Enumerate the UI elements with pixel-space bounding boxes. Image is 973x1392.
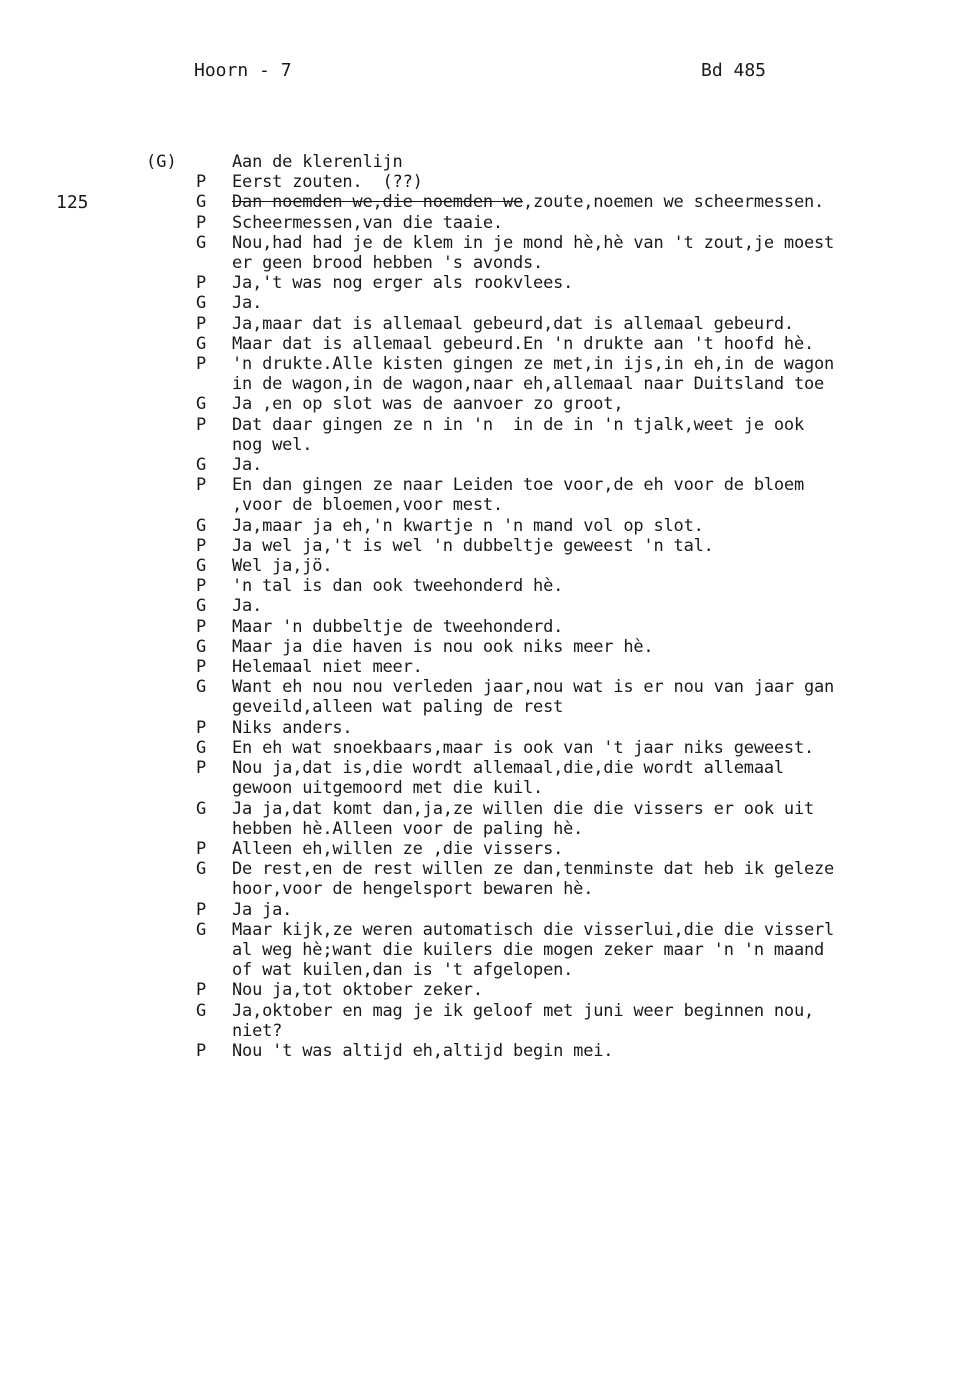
transcript-line bbox=[140, 293, 970, 313]
speaker-label: P bbox=[196, 899, 207, 920]
line-text: Maar dat is allemaal gebeurd.En 'n drukte aan 't hoofd hè. bbox=[232, 333, 815, 354]
line-text: geveild,alleen wat paling de rest bbox=[232, 697, 564, 718]
utterance-text bbox=[232, 920, 834, 940]
utterance-text bbox=[232, 475, 804, 495]
speaker-label: P bbox=[196, 838, 207, 859]
struck-text: Dan noemden we,die noemden we bbox=[232, 192, 524, 213]
transcript-line bbox=[140, 738, 970, 758]
transcript-line bbox=[140, 617, 970, 637]
transcript-line bbox=[140, 799, 970, 819]
line-text: er geen brood hebben 's avonds. bbox=[232, 253, 544, 274]
transcript-line bbox=[140, 819, 970, 839]
speaker-label: P bbox=[196, 717, 207, 738]
utterance-text bbox=[232, 172, 423, 192]
line-text: Ja,'t was nog erger als rookvlees. bbox=[232, 273, 574, 294]
speaker-label: G bbox=[196, 798, 207, 819]
speaker-label: P bbox=[196, 1040, 207, 1061]
line-text: Ja. bbox=[232, 293, 263, 314]
line-text: Helemaal niet meer. bbox=[232, 657, 423, 678]
line-text: Ja,oktober en mag je ik geloof met juni weer beginnen nou, bbox=[232, 1000, 815, 1021]
line-text: Ja. bbox=[232, 455, 263, 476]
margin-line-number: 125 bbox=[56, 192, 89, 213]
utterance-text bbox=[232, 697, 563, 717]
utterance-text bbox=[232, 637, 653, 657]
line-text: Ja ja,dat komt dan,ja,ze willen die die vissers er ook uit bbox=[232, 798, 815, 819]
speaker-label: P bbox=[196, 475, 207, 496]
transcript-line bbox=[140, 273, 970, 293]
line-text: Wel ja,jö. bbox=[232, 556, 333, 577]
utterance-text bbox=[232, 394, 623, 414]
utterance-text bbox=[232, 940, 824, 960]
line-text: of wat kuilen,dan is 't afgelopen. bbox=[232, 960, 574, 981]
line-text: niet? bbox=[232, 1020, 283, 1041]
line-text: Eerst zouten. (??) bbox=[232, 172, 423, 193]
transcript-line bbox=[140, 920, 970, 940]
utterance-text bbox=[232, 960, 573, 980]
line-text: gewoon uitgemoord met die kuil. bbox=[232, 778, 544, 799]
utterance-text bbox=[232, 435, 312, 455]
utterance-text bbox=[232, 900, 292, 920]
transcript-line bbox=[140, 475, 970, 495]
transcript-line bbox=[140, 354, 970, 374]
transcript-line bbox=[140, 152, 970, 172]
transcript-line bbox=[140, 637, 970, 657]
header-location: Hoorn - 7 bbox=[194, 60, 292, 81]
transcript-line bbox=[140, 940, 970, 960]
line-text: Aan de klerenlijn bbox=[232, 152, 403, 172]
line-text: Maar 'n dubbeltje de tweehonderd. bbox=[232, 616, 564, 637]
line-text: En dan gingen ze naar Leiden toe voor,de eh voor de bloem bbox=[232, 475, 804, 496]
transcript-line bbox=[140, 253, 970, 273]
speaker-label: G bbox=[196, 192, 207, 213]
transcript-line bbox=[140, 394, 970, 414]
utterance-text bbox=[232, 799, 814, 819]
utterance-text bbox=[232, 556, 332, 576]
speaker-label: G bbox=[196, 333, 207, 354]
utterance-text bbox=[232, 617, 563, 637]
line-text: Alleen eh,willen ze ,die vissers. bbox=[232, 838, 564, 859]
transcript-line bbox=[140, 516, 970, 536]
utterance-text bbox=[232, 576, 563, 596]
line-text: Ja. bbox=[232, 596, 263, 617]
line-text: Nou ja,tot oktober zeker. bbox=[232, 980, 483, 1001]
speaker-label: G bbox=[196, 1000, 207, 1021]
transcript-line bbox=[140, 657, 970, 677]
line-text: Want eh nou nou verleden jaar,nou wat is er nou van jaar gan bbox=[232, 677, 835, 698]
transcript-line bbox=[140, 1001, 970, 1021]
speaker-label: G bbox=[196, 636, 207, 657]
transcript-line bbox=[140, 213, 970, 233]
transcript-line bbox=[140, 334, 970, 354]
utterance-text bbox=[232, 657, 423, 677]
transcript-line bbox=[140, 960, 970, 980]
line-text: Maar kijk,ze weren automatisch die visserlui,die die visserl bbox=[232, 919, 835, 940]
line-text: Ja ,en op slot was de aanvoer zo groot, bbox=[232, 394, 624, 415]
utterance-text bbox=[232, 1021, 282, 1041]
line-text: Ja,maar ja eh,'n kwartje n 'n mand vol op slot. bbox=[232, 515, 704, 536]
line-text: Nou 't was altijd eh,altijd begin mei. bbox=[232, 1040, 614, 1061]
line-text: Nou,had had je de klem in je mond hè,hè van 't zout,je moest bbox=[232, 232, 835, 253]
line-text: ,zoute,noemen we scheermessen. bbox=[523, 192, 825, 213]
transcript-line bbox=[140, 495, 970, 515]
utterance-text bbox=[232, 314, 794, 334]
line-text: hoor,voor de hengelsport bewaren hè. bbox=[232, 879, 594, 900]
utterance-text bbox=[232, 980, 483, 1000]
line-text: al weg hè;want die kuilers die mogen zeker maar 'n 'n maand bbox=[232, 939, 825, 960]
speaker-label: G bbox=[196, 455, 207, 476]
line-text: Ja ja. bbox=[232, 899, 293, 920]
transcript-line bbox=[140, 758, 970, 778]
speaker-label: G bbox=[196, 737, 207, 758]
speaker-label: P bbox=[196, 172, 207, 193]
utterance-text bbox=[232, 839, 563, 859]
utterance-text bbox=[232, 778, 543, 798]
line-text: De rest,en de rest willen ze dan,tenminste dat heb ik geleze bbox=[232, 859, 835, 880]
transcript-line bbox=[140, 374, 970, 394]
transcript-line bbox=[140, 778, 970, 798]
line-text: in de wagon,in de wagon,naar eh,allemaal naar Duitsland toe bbox=[232, 374, 825, 395]
speaker-label: P bbox=[196, 414, 207, 435]
speaker-label: P bbox=[196, 657, 207, 678]
line-text: Dat daar gingen ze n in 'n in de in 'n tjalk,weet je ook bbox=[232, 414, 804, 435]
line-text: En eh wat snoekbaars,maar is ook van 't jaar niks geweest. bbox=[232, 737, 815, 758]
utterance-text bbox=[232, 273, 573, 293]
utterance-text bbox=[232, 495, 503, 515]
utterance-text bbox=[232, 516, 704, 536]
speaker-label: G bbox=[196, 859, 207, 880]
transcript-line bbox=[140, 879, 970, 899]
transcript-line bbox=[140, 314, 970, 334]
line-text: Maar ja die haven is nou ook niks meer hè. bbox=[232, 636, 654, 657]
utterance-text bbox=[232, 859, 834, 879]
line-text: Ja,maar dat is allemaal gebeurd,dat is allemaal gebeurd. bbox=[232, 313, 794, 334]
transcript-line bbox=[140, 596, 970, 616]
utterance-text bbox=[232, 152, 403, 172]
speaker-label: G bbox=[196, 556, 207, 577]
transcript-line bbox=[140, 415, 970, 435]
transcript-line bbox=[140, 697, 970, 717]
transcript-line bbox=[140, 1021, 970, 1041]
speaker-label: P bbox=[196, 616, 207, 637]
utterance-text bbox=[232, 374, 824, 394]
utterance-text bbox=[232, 1001, 814, 1021]
utterance-text bbox=[232, 677, 834, 697]
speaker-label: P bbox=[196, 273, 207, 294]
speaker-label: P bbox=[196, 313, 207, 334]
speaker-label: P bbox=[196, 758, 207, 779]
transcript-line bbox=[140, 980, 970, 1000]
utterance-text bbox=[232, 758, 784, 778]
utterance-text bbox=[232, 1041, 613, 1061]
speaker-label: P bbox=[196, 354, 207, 375]
speaker-label: P bbox=[196, 212, 207, 233]
utterance-text bbox=[232, 718, 352, 738]
speaker-label: G bbox=[196, 596, 207, 617]
transcript-line bbox=[140, 455, 970, 475]
transcript-line bbox=[140, 172, 970, 192]
transcript-line bbox=[140, 536, 970, 556]
speaker-label: P bbox=[196, 576, 207, 597]
header-tape-number: Bd 485 bbox=[701, 60, 767, 81]
line-text: Nou ja,dat is,die wordt allemaal,die,die wordt allemaal bbox=[232, 758, 784, 779]
utterance-text bbox=[232, 354, 834, 374]
transcript-line bbox=[140, 839, 970, 859]
transcript-line bbox=[140, 192, 970, 212]
utterance-text bbox=[232, 192, 824, 212]
line-text: Niks anders. bbox=[232, 717, 353, 738]
speaker-label: G bbox=[196, 232, 207, 253]
speaker-label: G bbox=[196, 515, 207, 536]
speaker-label: P bbox=[196, 980, 207, 1001]
speaker-label: G bbox=[196, 919, 207, 940]
line-text: 'n drukte.Alle kisten gingen ze met,in ijs,in eh,in de wagon bbox=[232, 354, 835, 375]
line-text: nog wel. bbox=[232, 434, 313, 455]
transcript-line bbox=[140, 1041, 970, 1061]
utterance-text bbox=[232, 233, 834, 253]
utterance-text bbox=[232, 253, 543, 273]
transcript-line bbox=[140, 859, 970, 879]
line-text: hebben hè.Alleen voor de paling hè. bbox=[232, 818, 584, 839]
line-text: Ja wel ja,'t is wel 'n dubbeltje geweest 'n tal. bbox=[232, 535, 714, 556]
transcript-line bbox=[140, 233, 970, 253]
utterance-text bbox=[232, 879, 593, 899]
transcript-body bbox=[140, 152, 970, 1061]
transcript-line bbox=[140, 576, 970, 596]
line-text: 'n tal is dan ook tweehonderd hè. bbox=[232, 576, 564, 597]
speaker-label: G bbox=[196, 293, 207, 314]
transcript-line bbox=[140, 556, 970, 576]
transcript-line bbox=[140, 435, 970, 455]
line-text: Scheermessen,van die taaie. bbox=[232, 212, 503, 233]
speaker-label: G bbox=[196, 677, 207, 698]
utterance-text bbox=[232, 213, 503, 233]
speaker-label: P bbox=[196, 535, 207, 556]
utterance-text bbox=[232, 738, 814, 758]
transcript-line bbox=[140, 718, 970, 738]
utterance-text bbox=[232, 819, 583, 839]
utterance-text bbox=[232, 334, 814, 354]
transcript-line bbox=[140, 900, 970, 920]
utterance-text bbox=[232, 596, 262, 616]
speaker-label: G bbox=[196, 394, 207, 415]
utterance-text bbox=[232, 293, 262, 313]
utterance-text bbox=[232, 455, 262, 475]
transcript-line bbox=[140, 677, 970, 697]
line-text: ,voor de bloemen,voor mest. bbox=[232, 495, 503, 516]
utterance-text bbox=[232, 536, 714, 556]
utterance-text bbox=[232, 415, 804, 435]
speaker-label: (G) bbox=[146, 152, 177, 172]
